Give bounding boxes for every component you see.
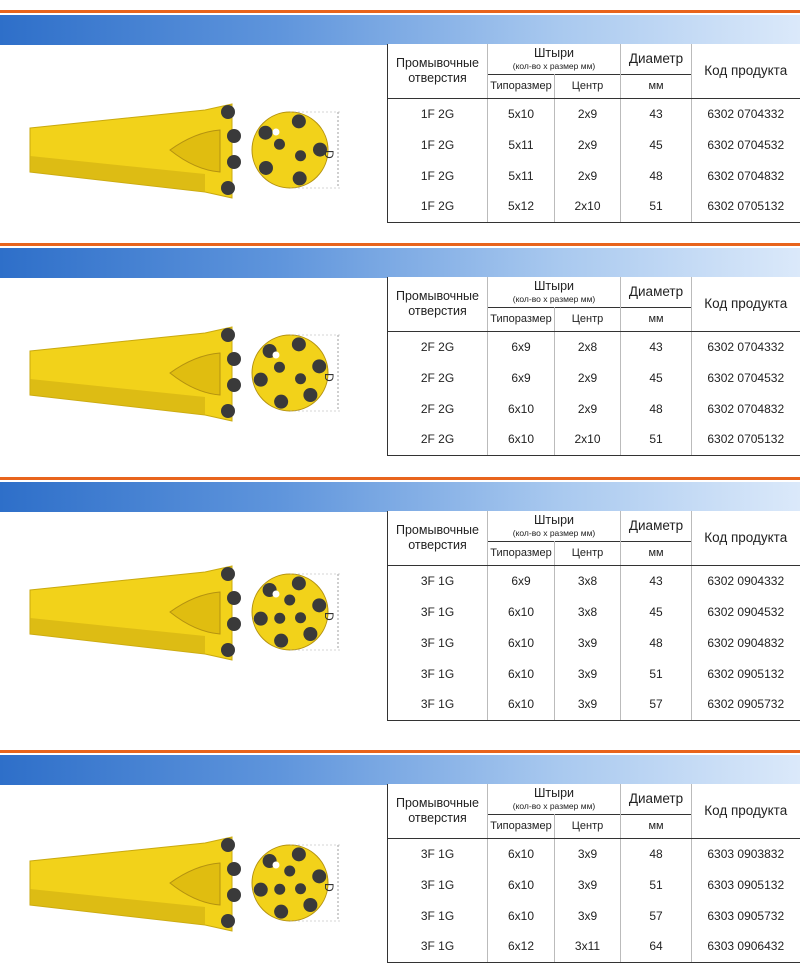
button-insert	[221, 914, 235, 928]
header-flush: Промывочные отверстия	[388, 277, 488, 331]
table-row	[388, 900, 800, 931]
flush-hole	[273, 352, 280, 359]
cell-flush: 3F 1G	[388, 838, 488, 869]
product-section	[0, 243, 800, 468]
center-button	[295, 373, 306, 384]
header-flush: Промывочные отверстия	[388, 784, 488, 838]
header-product-code: Код продукта	[692, 511, 800, 565]
cell-center: 3x9	[555, 689, 621, 720]
button-insert	[227, 129, 241, 143]
section-header-bar	[0, 482, 800, 512]
header-mm: мм	[621, 74, 692, 98]
cell-code: 6302 0704532	[707, 137, 785, 152]
cell-center: 3x9	[555, 838, 621, 869]
cell-code: 6303 0905132	[707, 877, 785, 892]
cell-flush: 3F 1G	[388, 900, 488, 931]
header-product-code: Код продукта	[692, 44, 800, 98]
center-button	[295, 612, 306, 623]
center-button	[274, 613, 285, 624]
header-center: Центр	[555, 307, 621, 331]
face-button	[254, 883, 268, 897]
section-divider-line	[0, 243, 800, 246]
header-center: Центр	[555, 74, 621, 98]
center-button	[295, 883, 306, 894]
table-row	[388, 658, 800, 689]
header-center: Центр	[555, 814, 621, 838]
header-pins	[488, 784, 621, 814]
face-button	[292, 847, 306, 861]
cell-center: 3x11	[555, 931, 621, 962]
drill-bit-drawing	[20, 522, 360, 672]
spec-table	[387, 784, 800, 963]
header-pins-title: Штыри	[533, 513, 575, 528]
product-section	[0, 750, 800, 975]
table-row	[388, 424, 800, 455]
cell-type: 5x12	[488, 191, 555, 222]
cell-center: 2x10	[555, 424, 621, 455]
cell-flush: 1F 2G	[388, 160, 488, 191]
button-insert	[227, 378, 241, 392]
cell-diameter: 45	[621, 129, 692, 160]
cell-code: 6302 0704832	[707, 401, 785, 416]
diameter-label: D	[322, 150, 336, 159]
cell-diameter: 48	[621, 627, 692, 658]
cell-code: 6302 0705132	[692, 191, 800, 222]
button-insert	[221, 404, 235, 418]
header-pins-subtitle: (кол-во х размер мм)	[512, 294, 596, 305]
button-insert	[227, 352, 241, 366]
cell-flush: 3F 1G	[388, 869, 488, 900]
header-diameter: Диаметр	[621, 277, 692, 307]
table-row	[388, 129, 800, 160]
diameter-label: D	[322, 373, 336, 382]
face-button	[292, 114, 306, 128]
bit-face	[252, 845, 328, 921]
header-type-size: Типоразмер	[488, 814, 555, 838]
cell-center: 3x9	[555, 658, 621, 689]
face-button	[254, 612, 268, 626]
cell-code: 6302 0904332	[707, 573, 785, 588]
cell-center: 2x9	[555, 129, 621, 160]
cell-diameter: 48	[621, 393, 692, 424]
cell-code: 6302 0905732	[692, 689, 800, 720]
face-button	[303, 627, 317, 641]
cell-code: 6303 0905732	[707, 908, 785, 923]
table-row	[388, 160, 800, 191]
cell-diameter: 51	[621, 869, 692, 900]
table-row	[388, 565, 800, 596]
cell-diameter: 48	[621, 160, 692, 191]
table-row	[388, 331, 800, 362]
drill-bit-drawing	[20, 288, 360, 438]
cell-center: 2x9	[555, 362, 621, 393]
cell-flush: 2F 2G	[388, 331, 488, 362]
cell-code: 6303 0903832	[707, 846, 785, 861]
header-mm: мм	[621, 541, 692, 565]
table-row	[388, 931, 800, 962]
cell-flush: 3F 1G	[388, 627, 488, 658]
face-button	[303, 388, 317, 402]
header-diameter: Диаметр	[621, 784, 692, 814]
cell-diameter: 57	[621, 900, 692, 931]
face-button	[254, 373, 268, 387]
table-row	[388, 869, 800, 900]
table-row	[388, 596, 800, 627]
cell-diameter: 64	[621, 931, 692, 962]
header-center: Центр	[555, 541, 621, 565]
cell-diameter: 51	[621, 424, 692, 455]
header-product-code: Код продукта	[692, 784, 800, 838]
drill-bit-drawing	[20, 795, 360, 945]
cell-type: 6x10	[488, 627, 555, 658]
cell-center: 3x8	[555, 565, 621, 596]
cell-type: 6x10	[488, 424, 555, 455]
table-header-row	[388, 44, 800, 74]
spec-table	[387, 511, 800, 721]
cell-diameter: 45	[621, 596, 692, 627]
cell-code: 6302 0904532	[707, 604, 785, 619]
cell-flush: 3F 1G	[388, 931, 488, 962]
header-type-size: Типоразмер	[488, 541, 555, 565]
header-type-size: Типоразмер	[488, 74, 555, 98]
face-button	[259, 161, 273, 175]
table-row	[388, 689, 800, 720]
center-button	[295, 150, 306, 161]
button-insert	[227, 862, 241, 876]
face-button	[293, 171, 307, 185]
section-divider-line	[0, 477, 800, 480]
button-insert	[221, 328, 235, 342]
button-insert	[227, 617, 241, 631]
header-pins-title: Штыри	[533, 46, 575, 61]
cell-center: 3x9	[555, 869, 621, 900]
cell-flush: 3F 1G	[388, 689, 488, 720]
table-row	[388, 362, 800, 393]
flush-hole	[273, 129, 280, 136]
center-button	[284, 595, 295, 606]
cell-code: 6302 0704832	[707, 168, 785, 183]
spec-table	[387, 44, 800, 223]
bit-face	[252, 335, 328, 411]
header-flush: Промывочные отверстия	[388, 511, 488, 565]
button-insert	[221, 181, 235, 195]
header-type-size: Типоразмер	[488, 307, 555, 331]
cell-center: 2x9	[555, 393, 621, 424]
cell-diameter: 43	[621, 565, 692, 596]
cell-center: 2x10	[555, 191, 621, 222]
header-pins-subtitle: (кол-во х размер мм)	[512, 801, 596, 812]
cell-flush: 3F 1G	[388, 596, 488, 627]
cell-type: 6x10	[488, 596, 555, 627]
table-row	[388, 838, 800, 869]
button-insert	[221, 567, 235, 581]
cell-code: 6303 0906432	[692, 931, 800, 962]
header-pins-title: Штыри	[533, 279, 575, 294]
cell-diameter: 57	[621, 689, 692, 720]
cell-center: 3x8	[555, 596, 621, 627]
face-button	[258, 126, 272, 140]
cell-type: 6x10	[488, 838, 555, 869]
header-pins-subtitle: (кол-во х размер мм)	[512, 61, 596, 72]
cell-code: 6302 0704332	[707, 339, 785, 354]
cell-type: 5x11	[488, 129, 555, 160]
section-header-bar	[0, 755, 800, 785]
cell-flush: 2F 2G	[388, 393, 488, 424]
button-insert	[227, 155, 241, 169]
center-button	[274, 139, 285, 150]
face-button	[274, 395, 288, 409]
header-diameter: Диаметр	[621, 44, 692, 74]
cell-type: 6x10	[488, 689, 555, 720]
button-insert	[227, 591, 241, 605]
cell-flush: 2F 2G	[388, 362, 488, 393]
cell-type: 6x9	[488, 565, 555, 596]
face-button	[292, 576, 306, 590]
header-flush: Промывочные отверстия	[388, 44, 488, 98]
face-button	[303, 898, 317, 912]
table-row	[388, 627, 800, 658]
cell-diameter: 43	[621, 98, 692, 129]
button-insert	[227, 888, 241, 902]
header-pins	[488, 511, 621, 541]
header-pins-title: Штыри	[533, 786, 575, 801]
cell-flush: 1F 2G	[388, 98, 488, 129]
cell-type: 5x11	[488, 160, 555, 191]
diameter-label: D	[322, 612, 336, 621]
cell-flush: 1F 2G	[388, 129, 488, 160]
cell-diameter: 51	[621, 191, 692, 222]
diameter-label: D	[322, 883, 336, 892]
cell-code: 6302 0904832	[707, 635, 785, 650]
cell-diameter: 43	[621, 331, 692, 362]
center-button	[274, 884, 285, 895]
cell-code: 6302 0905132	[707, 666, 785, 681]
section-divider-line	[0, 750, 800, 753]
section-header-bar	[0, 15, 800, 45]
button-insert	[221, 838, 235, 852]
face-button	[312, 869, 326, 883]
cell-diameter: 45	[621, 362, 692, 393]
center-button	[274, 362, 285, 373]
cell-center: 3x9	[555, 627, 621, 658]
header-pins-subtitle: (кол-во х размер мм)	[512, 528, 596, 539]
button-insert	[221, 105, 235, 119]
face-button	[274, 905, 288, 919]
header-diameter: Диаметр	[621, 511, 692, 541]
cell-code: 6302 0704332	[707, 106, 785, 121]
cell-diameter: 48	[621, 838, 692, 869]
face-button	[312, 598, 326, 612]
cell-type: 6x12	[488, 931, 555, 962]
cell-type: 6x10	[488, 393, 555, 424]
table-header-row	[388, 277, 800, 307]
drill-bit-drawing	[20, 55, 360, 205]
cell-code: 6302 0704532	[707, 370, 785, 385]
cell-center: 2x8	[555, 331, 621, 362]
table-row	[388, 191, 800, 222]
face-button	[274, 634, 288, 648]
cell-code: 6302 0705132	[692, 424, 800, 455]
section-divider-line	[0, 10, 800, 13]
header-product-code: Код продукта	[692, 277, 800, 331]
header-pins	[488, 277, 621, 307]
cell-type: 6x10	[488, 900, 555, 931]
header-pins	[488, 44, 621, 74]
cell-type: 6x10	[488, 869, 555, 900]
header-mm: мм	[621, 307, 692, 331]
flush-hole	[273, 591, 280, 598]
product-section	[0, 477, 800, 747]
cell-center: 3x9	[555, 900, 621, 931]
center-button	[284, 866, 295, 877]
button-insert	[221, 643, 235, 657]
cell-flush: 2F 2G	[388, 424, 488, 455]
bit-face	[252, 574, 328, 650]
product-section	[0, 10, 800, 235]
cell-center: 2x9	[555, 98, 621, 129]
table-row	[388, 98, 800, 129]
cell-flush: 3F 1G	[388, 658, 488, 689]
cell-type: 5x10	[488, 98, 555, 129]
cell-type: 6x9	[488, 331, 555, 362]
table-header-row	[388, 511, 800, 541]
table-row	[388, 393, 800, 424]
cell-type: 6x9	[488, 362, 555, 393]
cell-center: 2x9	[555, 160, 621, 191]
cell-diameter: 51	[621, 658, 692, 689]
face-button	[312, 359, 326, 373]
cell-type: 6x10	[488, 658, 555, 689]
header-mm: мм	[621, 814, 692, 838]
spec-table	[387, 277, 800, 456]
flush-hole	[273, 862, 280, 869]
face-button	[292, 337, 306, 351]
cell-flush: 1F 2G	[388, 191, 488, 222]
cell-flush: 3F 1G	[388, 565, 488, 596]
table-header-row	[388, 784, 800, 814]
section-header-bar	[0, 248, 800, 278]
